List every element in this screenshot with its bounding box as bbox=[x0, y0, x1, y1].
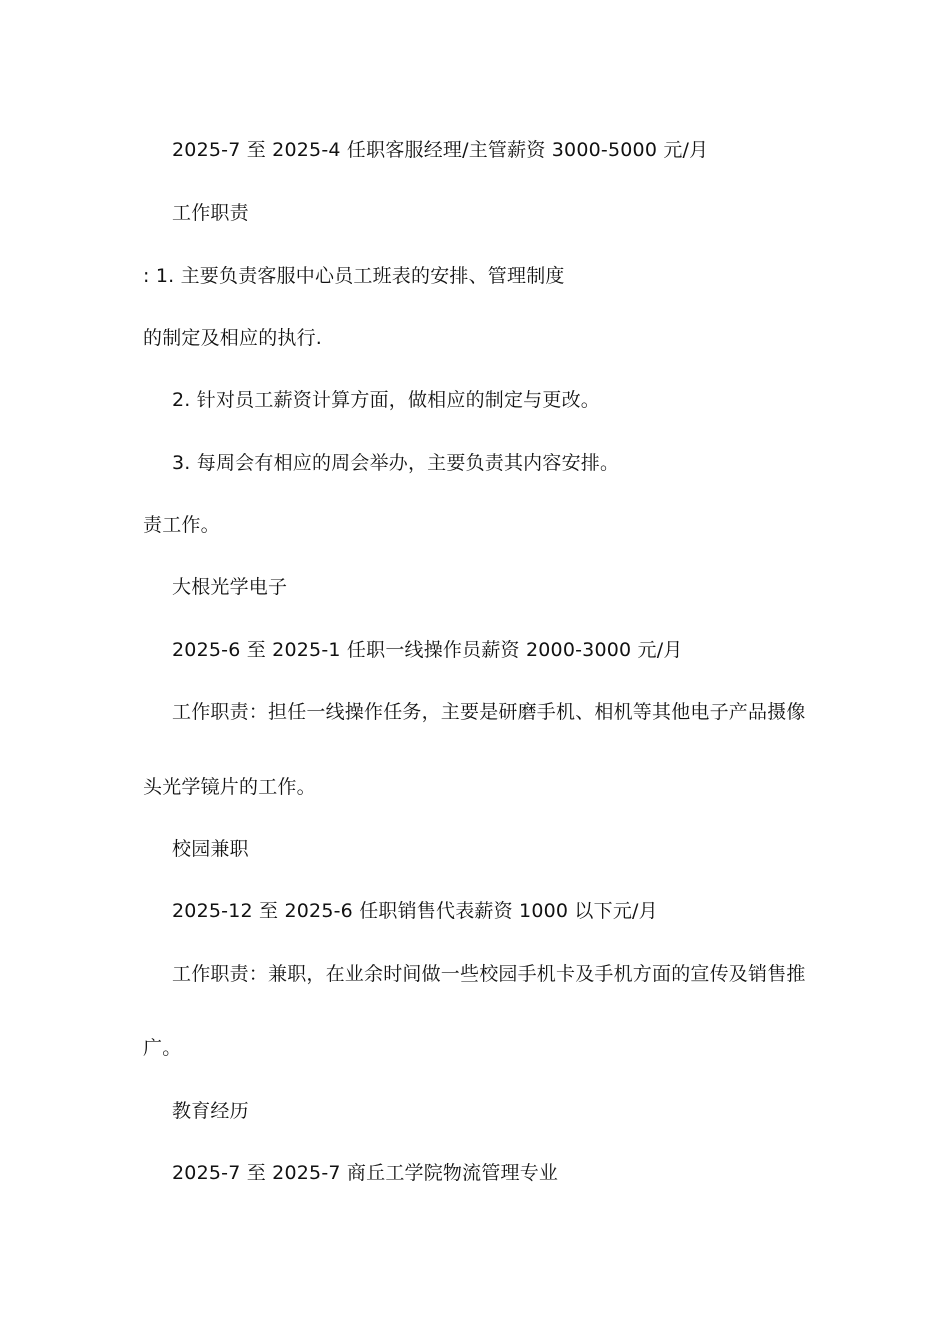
job-entry-customer-service-period: 2025-7 至 2025-4 任职客服经理/主管薪资 3000-5000 元/月 bbox=[172, 139, 709, 161]
operator-duties: 工作职责：担任一线操作任务，主要是研磨手机、相机等其他电子产品摄像 bbox=[172, 701, 806, 723]
job-entry-sales-period: 2025-12 至 2025-6 任职销售代表薪资 1000 以下元/月 bbox=[172, 900, 658, 922]
education-heading: 教育经历 bbox=[172, 1100, 249, 1122]
duties-heading: 工作职责 bbox=[172, 202, 249, 224]
sales-duties-continued: 广。 bbox=[143, 1037, 182, 1059]
operator-duties-continued: 头光学镜片的工作。 bbox=[143, 776, 316, 798]
campus-parttime-heading: 校园兼职 bbox=[172, 838, 249, 860]
duty-item-3: 3. 每周会有相应的周会举办，主要负责其内容安排。 bbox=[172, 452, 620, 474]
company-name-daigen-optical: 大根光学电子 bbox=[172, 576, 288, 598]
duty-item-1: : 1. 主要负责客服中心员工班表的安排、管理制度 bbox=[143, 265, 565, 287]
education-entry: 2025-7 至 2025-7 商丘工学院物流管理专业 bbox=[172, 1162, 559, 1184]
duty-item-1-continued: 的制定及相应的执行. bbox=[143, 327, 323, 349]
duty-item-2: 2. 针对员工薪资计算方面，做相应的制定与更改。 bbox=[172, 389, 600, 411]
duty-fragment: 责工作。 bbox=[143, 514, 220, 536]
sales-duties: 工作职责：兼职，在业余时间做一些校园手机卡及手机方面的宣传及销售推 bbox=[172, 963, 806, 985]
job-entry-operator-period: 2025-6 至 2025-1 任职一线操作员薪资 2000-3000 元/月 bbox=[172, 639, 683, 661]
